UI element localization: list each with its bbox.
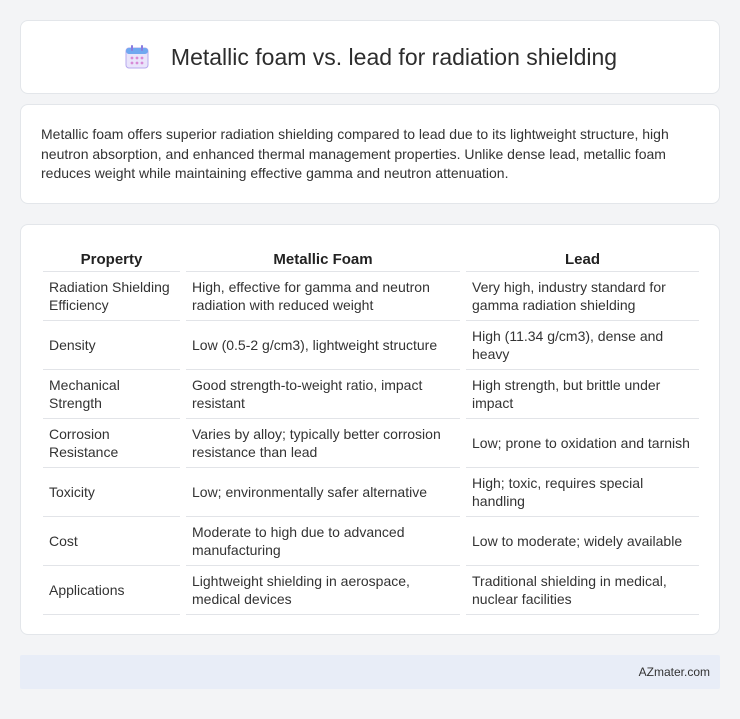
metallic-foam-cell: Low (0.5-2 g/cm3), lightweight structure <box>183 320 463 369</box>
metallic-foam-cell: Moderate to high due to advanced manufacturing <box>183 516 463 565</box>
property-cell: Applications <box>43 565 183 614</box>
property-cell: Toxicity <box>43 467 183 516</box>
header-metallic-foam: Metallic Foam <box>183 245 463 271</box>
page-title: Metallic foam vs. lead for radiation shielding <box>170 43 618 70</box>
metallic-foam-cell: Varies by alloy; typically better corrosion resistance than lead <box>183 418 463 467</box>
table-row <box>43 369 699 418</box>
table-row <box>43 271 699 320</box>
intro-text: Metallic foam offers superior radiation shielding compared to lead due to its lightweight structure, high neutron absorption, and enhanced thermal management properties. Unlike dense lead, metallic foam reduces weight while maintaining effective gamma and neutron attenuation. <box>41 126 669 181</box>
metallic-foam-cell: High, effective for gamma and neutron radiation with reduced weight <box>183 271 463 320</box>
property-cell: Radiation Shielding Efficiency <box>43 271 183 320</box>
lead-cell: Low to moderate; widely available <box>463 516 699 565</box>
property-cell: Density <box>43 320 183 369</box>
property-cell: Mechanical Strength <box>43 369 183 418</box>
lead-cell: Low; prone to oxidation and tarnish <box>463 418 699 467</box>
lead-cell: Traditional shielding in medical, nuclear facilities <box>463 565 699 614</box>
table-row <box>43 320 699 369</box>
lead-cell: High; toxic, requires special handling <box>463 467 699 516</box>
metallic-foam-cell: Good strength-to-weight ratio, impact resistant <box>183 369 463 418</box>
lead-cell: High strength, but brittle under impact <box>463 369 699 418</box>
lead-cell: Very high, industry standard for gamma radiation shielding <box>463 271 699 320</box>
title-card <box>20 20 720 94</box>
footer <box>20 655 720 689</box>
lead-cell: High (11.34 g/cm3), dense and heavy <box>463 320 699 369</box>
comparison-table <box>43 245 699 615</box>
table-header-row <box>43 245 699 271</box>
property-cell: Corrosion Resistance <box>43 418 183 467</box>
table-row <box>43 565 699 614</box>
table-row <box>43 467 699 516</box>
calendar-icon <box>123 43 151 71</box>
footer-site-name: AZmater.com <box>638 665 710 679</box>
metallic-foam-cell: Lightweight shielding in aerospace, medical devices <box>183 565 463 614</box>
header-property: Property <box>43 245 183 271</box>
table-row <box>43 516 699 565</box>
header-lead: Lead <box>463 245 699 271</box>
property-cell: Cost <box>43 516 183 565</box>
table-card <box>20 224 720 635</box>
table-row <box>43 418 699 467</box>
metallic-foam-cell: Low; environmentally safer alternative <box>183 467 463 516</box>
intro-card <box>20 104 720 204</box>
